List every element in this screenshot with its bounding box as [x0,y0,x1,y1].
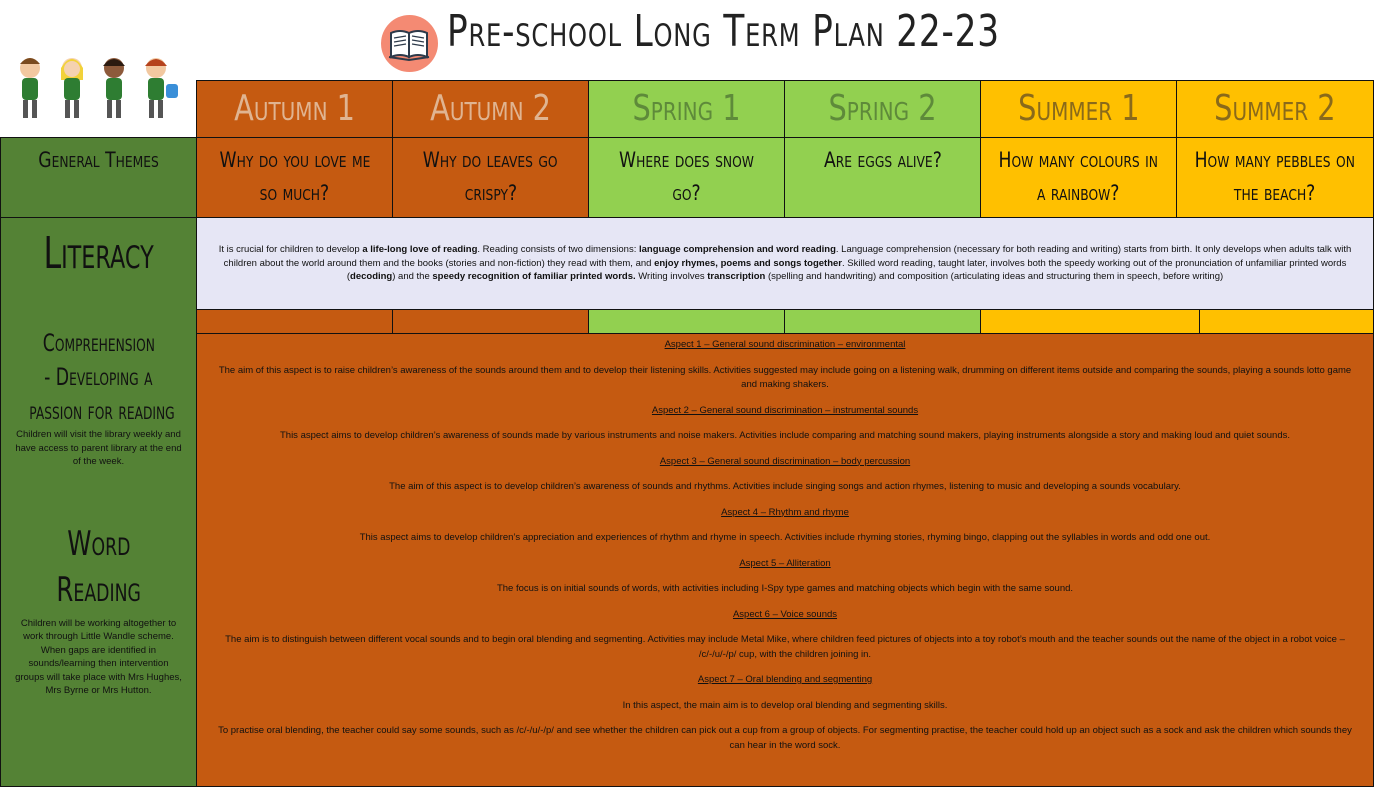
term-label: Spring 1 [632,88,741,129]
aspect-heading: Aspect 1 – General sound discrimination – environmental [664,339,906,350]
theme-line: Why do you love me [219,148,370,172]
intro-text: It is crucial for children to develop [218,244,363,256]
intro-text: . Reading consists of two dimensions: [477,244,639,256]
literacy-text: Literacy [43,228,154,279]
theme-line: Where does snow go? [619,148,754,205]
aspect-text: In this aspect, the main aim is to develop oral blending and segmenting skills. [622,699,948,711]
comprehension-heading [1,326,196,428]
strip-autumn-1 [196,309,393,334]
child-figure [145,58,178,118]
children-illustration [10,50,182,122]
aspect-heading: Aspect 3 – General sound discrimination – body percussion [659,455,911,467]
word-reading-line: Reading [56,569,141,610]
term-label: Spring 2 [828,88,937,129]
term-label: Autumn 2 [430,88,551,129]
theme-summer-1 [980,137,1177,218]
comprehension-line: Comprehension [42,329,155,357]
word-reading-line: Word [66,523,131,564]
intro-bold: transcription [707,271,766,283]
intro-bold: decoding [350,271,393,283]
intro-text: . Skilled word reading, taught later, involves both the speedy working out of the pronunciation of unfamiliar printed words ( [346,257,1347,283]
aspect-heading: Aspect 2 – General sound discrimination – instrumental sounds [651,404,919,416]
aspect-text: The aim is to distinguish between different vocal sounds and to begin oral blending and segmenting. Activities may include Metal Mike, where children feed pictures of objects into a toy robot’s mouth and the teacher sounds out the name of the object in a robot voice – /c/-/u/-/p/ cup, with the children joining in. [225,634,1345,660]
intro-text: ) and the [392,271,433,283]
comprehension-line: passion for reading [29,397,175,425]
term-label: Summer 2 [1214,88,1336,129]
theme-line: so much? [259,181,330,205]
page-title: Pre-school Long Term Plan 22-23 [447,6,1000,57]
theme-line: How many colours in [998,148,1159,172]
term-spring-2 [784,80,981,138]
comprehension-line: - Developing a [44,363,153,391]
child-figure [20,58,40,118]
term-spring-1 [588,80,785,138]
theme-summer-2 [1176,137,1374,218]
theme-autumn-2 [392,137,589,218]
aspect-text: The focus is on initial sounds of words, with activities including I-Spy type games and matching objects which begin with the same sound. [496,583,1074,594]
aspect-text: The aim of this aspect is to develop children’s awareness of sounds and rhythms. Activities include singing songs and action rhymes, listening to music and developing a sounds vocabulary. [389,481,1181,492]
strip-autumn-2 [392,309,589,334]
strip-spring-1 [588,309,785,334]
theme-spring-1 [588,137,785,218]
theme-spring-2 [784,137,981,218]
intro-text: Writing involves [635,271,708,283]
intro-bold: language comprehension and word reading [639,244,836,256]
word-reading-heading [1,521,196,613]
intro-text: (spelling and handwriting) and composition (articulating ideas and structuring them in speech, before writing) [765,271,1224,283]
aspect-heading: Aspect 6 – Voice sounds [732,608,838,620]
phonics-aspects [196,333,1374,787]
literacy-intro [196,217,1374,310]
theme-line: Why do leaves go [423,148,558,172]
intro-paragraph [205,243,1365,284]
aspect-heading: Aspect 7 – Oral blending and segmenting [697,674,873,685]
theme-autumn-1 [196,137,393,218]
strip-spring-2 [784,309,981,334]
theme-line: crispy? [464,181,517,205]
term-label: Summer 1 [1017,88,1140,129]
aspect-heading: Aspect 5 – Alliteration [739,557,831,569]
child-figure [103,58,125,118]
aspect-text: This aspect aims to develop children’s appreciation and experiences of rhythm and rhyme in speech. Activities include rhyming stories, rhyming bingo, clapping out the syllables in words and odd one out. [359,532,1211,543]
literacy-sidebar [0,217,197,787]
term-summer-2 [1176,80,1374,138]
intro-bold: speedy recognition of familiar printed words. [432,271,636,283]
book-icon-circle [381,15,438,72]
open-book-icon [381,15,438,72]
term-autumn-1 [196,80,393,138]
comprehension-description: Children will visit the library weekly and have access to parent library at the end of the week. [15,429,182,467]
intro-bold: a life-long love of reading [362,244,478,256]
theme-line: How many pebbles on [1194,148,1356,172]
final-paragraph: To practise oral blending, the teacher could say some sounds, such as /c/-/u/-/p/ and see whether the children can pick out a cup from a group of objects. For segmenting practise, the teacher could hold up an object such as a sock and ask the children which sounds they can hear in the word sock. [218,725,1352,751]
term-label: Autumn 1 [234,88,355,129]
child-figure [61,58,83,118]
theme-line: a rainbow? [1037,181,1120,205]
strip-summer-1 [980,309,1200,334]
intro-bold: enjoy rhymes, poems and songs together [654,257,842,269]
general-themes-label [0,137,197,218]
literacy-heading [1,228,196,280]
theme-line: Are eggs alive? [823,148,942,172]
strip-summer-2 [1199,309,1374,334]
term-summer-1 [980,80,1177,138]
theme-line: the beach? [1234,181,1316,205]
intro-text: . Language comprehension (necessary for both reading and writing) starts from birth. It only develops when adults talk with children about the world around them and the books (stories and non-fiction) they read with them, and [223,244,1352,269]
aspect-text: This aspect aims to develop children’s awareness of sounds made by various instruments and noise makers. Activities include comparing and matching sound makers, playing instruments alongside a story and making loud and quiet sounds. [279,430,1290,441]
term-autumn-2 [392,80,589,138]
aspect-heading: Aspect 4 – Rhythm and rhyme [721,506,849,518]
word-reading-description: Children will be working altogether to work through Little Wandle scheme. When gaps are identified in sounds/learning then intervention groups will take place with Mrs Hughes, Mrs Byrne or Mrs Hutton. [15,617,182,696]
row-label: General Themes [38,148,159,172]
aspect-text: The aim of this aspect is to raise children’s awareness of the sounds around them and to develop their listening skills. Activities suggested may include going on a listening walk, drumming on different items outside and comparing the sounds, playing a sounds lotto game and making shakers. [218,364,1352,390]
